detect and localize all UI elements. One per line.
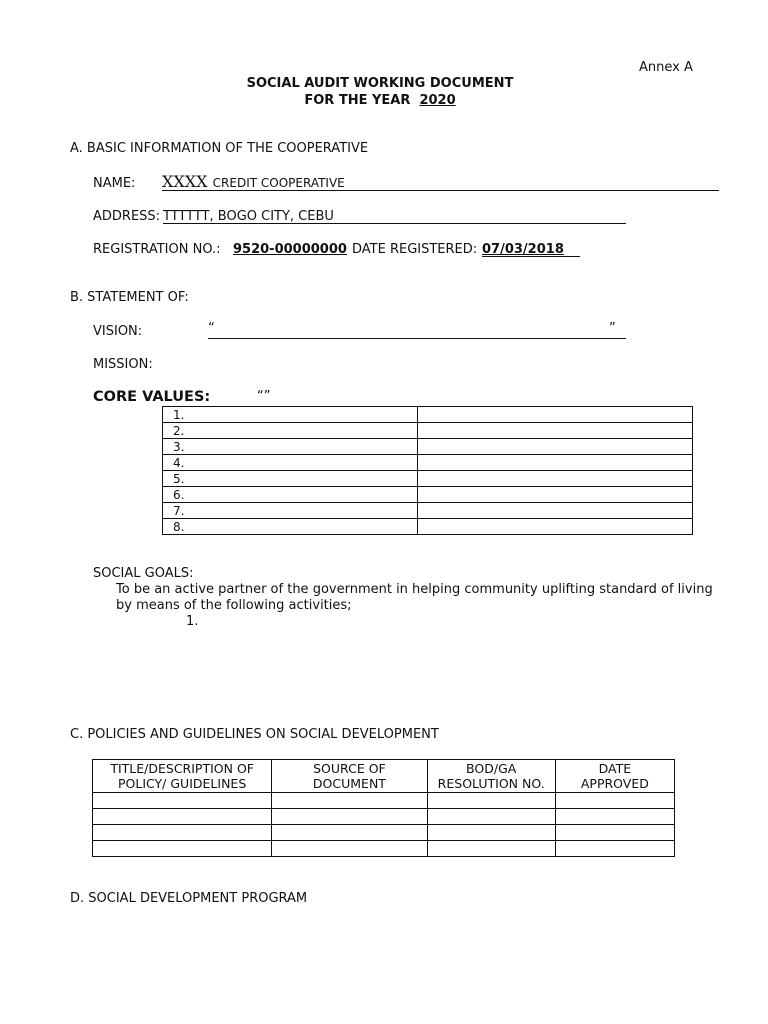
name-value-big: XXXX xyxy=(162,172,208,191)
policies-row xyxy=(93,809,675,825)
name-underline xyxy=(162,190,719,191)
social-goals-line2: by means of the following activities; xyxy=(116,598,352,613)
policies-column-header xyxy=(272,760,427,793)
policies-cell xyxy=(555,841,674,857)
core-value-number: 6. xyxy=(163,487,418,503)
core-value-number: 5. xyxy=(163,471,418,487)
column-header-line1: DATE xyxy=(598,761,632,776)
name-value-rest: CREDIT COOPERATIVE xyxy=(212,176,345,190)
policies-column-header xyxy=(555,760,674,793)
core-value-cell xyxy=(418,407,693,423)
policies-column-header xyxy=(93,760,272,793)
core-value-cell xyxy=(418,503,693,519)
policies-cell xyxy=(555,825,674,841)
column-header-line2: RESOLUTION NO. xyxy=(437,776,545,791)
policies-cell xyxy=(272,841,427,857)
social-goals-label: SOCIAL GOALS: xyxy=(93,566,194,581)
core-values-quote: “” xyxy=(257,389,271,404)
date-registered-label: DATE REGISTERED: xyxy=(352,242,478,257)
section-c-heading: C. POLICIES AND GUIDELINES ON SOCIAL DEVELOPMENT xyxy=(70,727,439,742)
core-value-row xyxy=(163,471,693,487)
policies-cell xyxy=(272,825,427,841)
date-registered-underline xyxy=(482,256,580,257)
document-year-line xyxy=(0,93,760,108)
section-d-heading: D. SOCIAL DEVELOPMENT PROGRAM xyxy=(70,891,308,906)
address-value: TTTTTT, BOGO CITY, CEBU xyxy=(163,209,334,224)
policies-row xyxy=(93,825,675,841)
social-goals-item-1: 1. xyxy=(186,614,199,629)
policies-cell xyxy=(93,809,272,825)
policies-cell xyxy=(555,793,674,809)
policies-row xyxy=(93,793,675,809)
core-value-cell xyxy=(418,487,693,503)
column-header-line2: POLICY/ GUIDELINES xyxy=(118,776,247,791)
column-header-line1: BOD/GA xyxy=(466,761,517,776)
policies-cell xyxy=(555,809,674,825)
policies-cell xyxy=(93,841,272,857)
core-value-row xyxy=(163,487,693,503)
core-value-number: 2. xyxy=(163,423,418,439)
policies-row xyxy=(93,841,675,857)
core-value-row xyxy=(163,423,693,439)
social-goals-line1: To be an active partner of the government in helping community uplifting standard of living xyxy=(116,582,713,597)
column-header-line1: TITLE/DESCRIPTION OF xyxy=(110,761,254,776)
address-underline xyxy=(163,223,626,224)
year-prefix: FOR THE YEAR xyxy=(304,93,411,108)
core-value-number: 3. xyxy=(163,439,418,455)
date-registered-value: 07/03/2018 xyxy=(482,242,564,257)
core-value-cell xyxy=(418,519,693,535)
policies-header-row xyxy=(93,760,675,793)
policies-cell xyxy=(427,825,555,841)
registration-label: REGISTRATION NO.: xyxy=(93,242,221,257)
policies-cell xyxy=(272,809,427,825)
core-value-cell xyxy=(418,423,693,439)
core-values-table xyxy=(162,406,693,535)
vision-close-quote: ” xyxy=(609,321,616,336)
registration-value: 9520-00000000 xyxy=(233,242,347,257)
core-value-row xyxy=(163,503,693,519)
core-value-number: 7. xyxy=(163,503,418,519)
policies-table-body xyxy=(93,793,675,857)
policies-cell xyxy=(427,809,555,825)
core-value-number: 1. xyxy=(163,407,418,423)
vision-open-quote: “ xyxy=(208,321,215,336)
annex-label: Annex A xyxy=(639,60,693,75)
core-value-number: 4. xyxy=(163,455,418,471)
year-value: 2020 xyxy=(419,93,456,108)
core-value-row xyxy=(163,519,693,535)
document-title: SOCIAL AUDIT WORKING DOCUMENT xyxy=(246,76,514,91)
column-header-line2: APPROVED xyxy=(580,776,649,791)
mission-label: MISSION: xyxy=(93,357,153,372)
core-value-row xyxy=(163,439,693,455)
policies-column-header xyxy=(427,760,555,793)
policies-cell xyxy=(93,793,272,809)
section-b-heading: B. STATEMENT OF: xyxy=(70,290,189,305)
address-label: ADDRESS: xyxy=(93,209,161,224)
name-value xyxy=(162,172,345,191)
core-values-label: CORE VALUES: xyxy=(93,389,211,405)
policies-table xyxy=(92,759,675,857)
core-value-cell xyxy=(418,439,693,455)
column-header-line2: DOCUMENT xyxy=(312,776,386,791)
core-values-table-body xyxy=(163,407,693,535)
policies-cell xyxy=(272,793,427,809)
core-value-cell xyxy=(418,455,693,471)
policies-cell xyxy=(427,841,555,857)
core-value-number: 8. xyxy=(163,519,418,535)
vision-label: VISION: xyxy=(93,324,143,339)
name-label: NAME: xyxy=(93,176,136,191)
section-a-heading: A. BASIC INFORMATION OF THE COOPERATIVE xyxy=(70,141,369,156)
vision-underline xyxy=(208,338,626,339)
core-value-row xyxy=(163,455,693,471)
policies-cell xyxy=(427,793,555,809)
core-value-cell xyxy=(418,471,693,487)
policies-cell xyxy=(93,825,272,841)
column-header-line1: SOURCE OF xyxy=(313,761,386,776)
core-value-row xyxy=(163,407,693,423)
